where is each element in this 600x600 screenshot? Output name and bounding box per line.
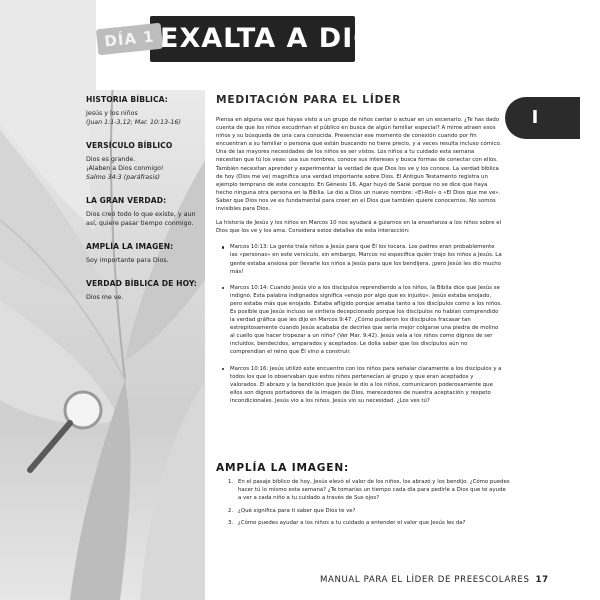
section-tab: [505, 97, 580, 139]
meditation-bullet: Marcos 10:16: Jesús utilizó este encuentro con los niños para señalar claramente a los discípulos y a todos los que lo observaban que estos niños pertenecían al grupo y que eran aceptados y valorados. El abrazo y la bendición que Jesús le dio a los niños, comunicaron poderosamente que ellos son dignos portadores de la imagen de Dios, merecedores de nuestra aceptación y respeto incondicionales. Jesús vio a los niños. Jesús vio su necesidad. ¿Los ves tú?: [230, 365, 502, 404]
historia-biblica-section: [86, 95, 204, 127]
meditation-heading: MEDITACIÓN PARA EL LÍDER: [216, 94, 402, 106]
question-item: [228, 507, 510, 515]
amplia-imagen-section: [86, 242, 204, 265]
gran-verdad-section: [86, 196, 204, 228]
amplia-heading: AMPLÍA LA IMAGEN:: [216, 462, 350, 474]
meditation-paragraph: Piensa en alguna vez que hayas visto a un grupo de niños cantar o actuar en un escenario. ¿Te has dado cuenta de que los niños escudriñan el público en busca de algún familiar especial? A mime atraen esos niños y su búsqueda de una cara conocida. Presenciar ese momento de conexión cuando por fin encuentran a su familiar o persona que están buscando no tiene precio, y a veces resulta incluso cómico. Una de las mayores necesidades de los niños es ser vistos. Los niños a tu cuidado esta semana necesitan que tú los veas: usa sus nombres, conoce sus intereses y busca formas de conectar con ellos. También necesitan aprender y experimentar la verdad de que Dios los ve y los conoce. La verdad bíblica de hoy (Dios me ve) magnifica una verdad importante sobre Dios. El Antiguo Testamento registra un ejemplo temprano de este concepto. En Génesis 16, Agar huyó de Sarai porque no se dice que haya hecho ninguna otra persona en la Biblia. Le dio a Dios un nuevo nombre: «El-Roí» o «El Dios que me ve». Saber que Dios nos ve es fundamental para creer en el Dios que también quiere conocernos. No somos invisibles para Dios.: [216, 117, 502, 213]
gran-verdad-text: Dios creó todo lo que existe, y aun así, quiere pasar tiempo conmigo.: [86, 211, 196, 227]
verdad-biblica-heading: VERDAD BÍBLICA DE HOY:: [86, 279, 197, 288]
reflection-questions: [228, 478, 510, 531]
question-item: [228, 519, 510, 527]
question-item: [228, 478, 510, 503]
page-number: 17: [535, 575, 549, 585]
amplia-imagen-text: Soy importante para Dios.: [86, 257, 169, 264]
meditation-bullet: Marcos 10:13: La gente traía niños a Jesús para que Él los tocara. Los padres eran probablemente las «personas» en este versículo, sin embargo, Marcos no especifica quién trajo los niños a Jesús. La gente estaba ansiosa por llevarle los niños a Jesús para que los bendijera, ¡pero Jesús les dio mucho más!: [230, 244, 502, 275]
question-number: 1.: [228, 479, 234, 485]
footer-label: MANUAL PARA EL LÍDER DE PREESCOLARES: [320, 575, 530, 585]
day-badge: DÍA 1: [96, 23, 163, 56]
gran-verdad-heading: LA GRAN VERDAD:: [86, 196, 167, 205]
verdad-biblica-text: Dios me ve.: [86, 294, 124, 301]
versiculo-biblico-section: [86, 141, 204, 182]
question-number: 2.: [228, 507, 234, 514]
meditation-bullet: Marcos 10:14: Cuando Jesús vio a los discípulos reprendiendo a los niños, la Biblia dice que Jesús se indignó. Esta palabra indignados significa «enojo por algo que es injusto». Jesús estaba enojado, pero estaba más que enojado. Estaba afligido porque amaba tanto a los discípulos como a los niños. Es posible que Jesús incluso se sintiera decepcionado porque los discípulos no habían comprendido la verdad gráfica que les dijo en Marcos 9:47. ¿Cómo pudieron los discípulos fracasar tan estrepitosamente cuando Jesús acababa de decirles que sería mejor colgarse una piedra de molino al cuello que hacer tropezar a un niño? (Ver Mar. 9:42). Jesús veía a los niños como dignos de ser incluidos, bendecidos, amparados y aceptados. Le dolía saber que los discípulos aún no comprendían el reino que Él vino a construir.: [230, 284, 502, 356]
question-text: ¿Cómo puedes ayudar a los niños a tu cuidado a entender el valor que Jesús les da?: [238, 519, 466, 526]
lesson-sidebar: [86, 95, 204, 515]
meditation-paragraph: La historia de Jesús y los niños en Marcos 10 nos ayudará a guiarnos en la enseñanza a los niños sobre el Dios que los ve y los ama. Considera estos detalles de esta interacción:: [216, 220, 502, 235]
amplia-imagen-heading: AMPLÍA LA IMAGEN:: [86, 242, 174, 251]
verdad-biblica-section: [86, 279, 204, 302]
page-title: EXALTA A DIOS: [160, 23, 398, 54]
page-footer: [320, 575, 549, 585]
versiculo-line-1: Dios es grande.: [86, 156, 136, 163]
section-tab-label: I: [531, 107, 539, 128]
versiculo-reference: Salmo 34:3 (paráfrasis): [86, 174, 160, 181]
historia-biblica-reference: (Juan 1:1-3,12; Mar. 10:13-16): [86, 119, 181, 126]
question-text: En el pasaje bíblico de hoy, Jesús elevó el valor de los niños, los abrazó y los bendijo. ¿Cómo puedes hacer tú lo mismo esta semana? ¿Te tomarías un tiempo cada día para pedirle a Dios que te ayude a ver a cada niño a tu cuidado a través de Sus ojos?: [238, 479, 510, 502]
historia-biblica-heading: HISTORIA BÍBLICA:: [86, 95, 168, 104]
historia-biblica-title: Jesús y los niños: [86, 110, 138, 117]
question-text: ¿Qué significa para ti saber que Dios te ve?: [238, 507, 356, 514]
versiculo-biblico-heading: VERSÍCULO BÍBLICO: [86, 141, 173, 150]
versiculo-line-2: ¡Alaben a Dios conmigo!: [86, 165, 164, 172]
leader-meditation: [216, 94, 502, 413]
question-number: 3.: [228, 519, 234, 526]
meditation-bullet-list: [216, 243, 502, 405]
